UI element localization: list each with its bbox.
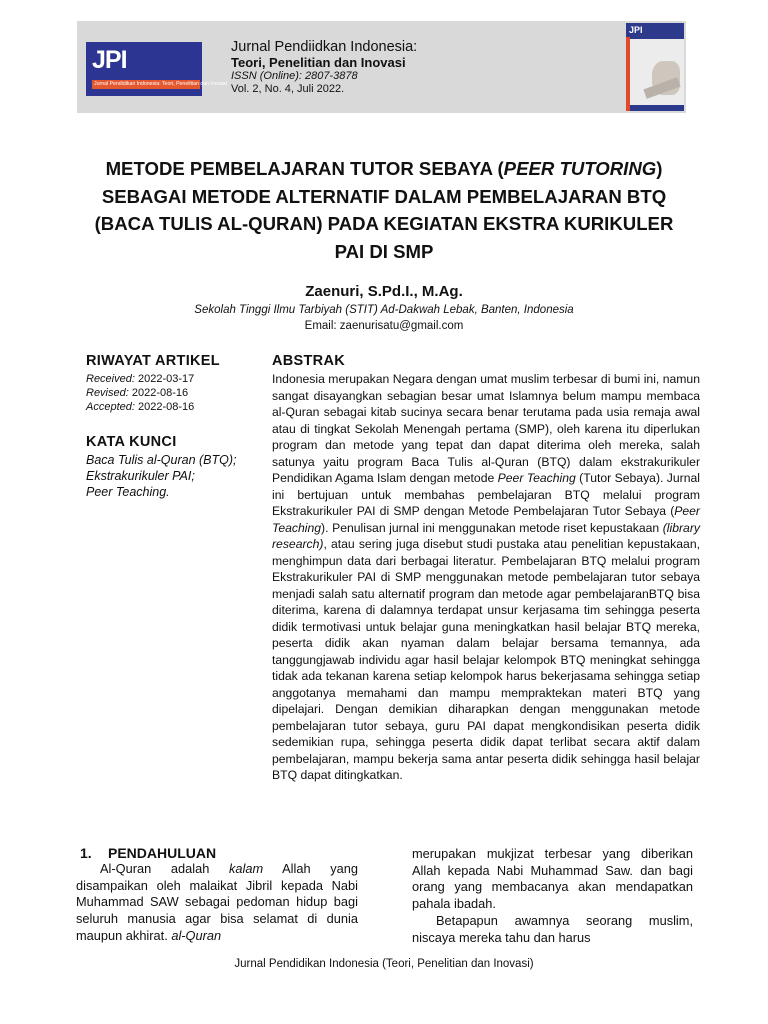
cover-footer-bar	[630, 105, 684, 111]
page-footer: Jurnal Pendidikan Indonesia (Teori, Penelitian dan Inovasi)	[234, 958, 534, 970]
logo-subtext: Jurnal Pendidikan Indonesia: Teori, Penelitian dan Inovasi	[94, 81, 227, 87]
journal-header	[77, 21, 686, 113]
intro-text: Al-Quran adalah	[100, 861, 229, 876]
journal-title: Jurnal Pendiidkan Indonesia:	[231, 39, 418, 55]
abstract-heading: ABSTRAK	[272, 353, 345, 369]
cover-stripe	[626, 37, 630, 111]
accepted-row	[86, 400, 256, 414]
history-heading: RIWAYAT ARTIKEL	[86, 353, 220, 369]
keywords-heading: KATA KUNCI	[86, 434, 177, 450]
abstract-section	[272, 353, 700, 784]
article-title	[80, 155, 688, 265]
journal-volume: Vol. 2, No. 4, Juli 2022.	[231, 83, 345, 95]
intro-text-italic: kalam	[229, 861, 264, 876]
journal-logo	[86, 42, 227, 96]
intro-left-column	[76, 845, 358, 945]
abstract-seg: (Tutor Sebaya). Jurnal ini bertujuan untuk membahas pembelajaran BTQ melalui program Ekstrakurikuler PAI di SMP dengan Metode Pembelajaran Tutor Sebaya (	[272, 471, 700, 518]
intro-paragraph: merupakan mukjizat terbesar yang diberikan Allah kepada Nabi Muhammad Saw. dan bagi orang yang membacanya akan mendapatkan pahala ibadah.	[412, 846, 693, 912]
intro-paragraph	[76, 861, 358, 945]
keyword-item: Ekstrakurikuler PAI;	[86, 469, 195, 483]
accepted-date: 2022-08-16	[134, 401, 195, 413]
logo-mark	[92, 46, 127, 75]
abstract-seg-italic: Peer Teaching	[272, 504, 700, 535]
author-email: Email: zaenurisatu@gmail.com	[304, 320, 464, 332]
abstract-seg: ). Penulisan jurnal ini menggunakan metode riset kepustakaan	[321, 520, 663, 535]
journal-subtitle: Teori, Penelitian dan Inovasi	[231, 55, 406, 70]
intro-text: Allah yang disampaikan oleh malaikat Jibril kepada Nabi Muhammad SAW sebagai pedoman hidup bagi seluruh manusia agar bisa selamat di dunia maupun akhirat.	[76, 861, 358, 943]
intro-paragraph: Betapapun awamnya seorang muslim, niscaya mereka tahu dan harus	[412, 912, 693, 945]
abstract-seg: Indonesia merupakan Negara dengan umat muslim terbesar di bumi ini, namun sangat disayangkan sebagian besar umat Islamnya belum mampu membaca al-Quran sebagai kitab sucinya secara benar terutama pada usia remaja awal atau di tingkat Sekolah Menengah pertama (SMP), oleh karena itu diperlukan program dan metode yang tepat dan dapat diterima oleh mereka, salah satunya yaitu program Baca Tulis al-Quran (BTQ) dalam ekstrakurikuler Pendidikan Agama Islam dengan metode	[272, 372, 700, 485]
journal-issn: ISSN (Online): 2807-3878	[231, 70, 358, 82]
revised-label: Revised:	[86, 387, 129, 399]
cover-body	[630, 39, 684, 105]
logo-text: JPI	[92, 46, 127, 74]
abstract-seg: , atau sering juga disebut studi pustaka atau penelitian kepustakaan, menghimpun data dari berbagai literatur. Pembelajaran BTQ melalui program Ekstrakurikuler PAI di SMP menggunakan metode pembelajaran tutor sebaya menjadi salah satu alternatif program dan metode agar pembelajaranBTQ bisa diterima, karena di dalamnya terdapat unsur kerjasama tim sehingga peserta didik termotivasi untuk belajar guna meningkatkan hasil belajar BTQ mereka, peserta didik akan nyaman dalam belajar bersama temannya, ada tanggungjawab individu agar hasil belajar kelompok BTQ meningkat sehingga tidak ada tekanan karena setiap kelompok harus bekerjasama sehingga setiap anggotanya memahami dan mampu mempraktekan materi BTQ yang dipelajari. Dengan demikian diharapkan dengan menggunakan metode pembelajaran tutor sebaya, guru PAI dapat mengkondisikan peserta didik sedemikian rupa, sehingga peserta didik dapat terlibat secara aktif dalam pembelajaran, mampu bekerja sama antar peserta didik sehingga hasil belajar BTQ dapat ditingkatkan.	[272, 537, 700, 782]
section-title: PENDAHULUAN	[108, 845, 217, 861]
received-date: 2022-03-17	[134, 373, 195, 385]
title-part2: ) SEBAGAI METODE ALTERNATIF DALAM PEMBELAJARAN BTQ (BACA TULIS AL-QURAN) PADA KEGIATAN EKSTRA KURIKULER PAI DI SMP	[94, 158, 674, 262]
author-affiliation: Sekolah Tinggi Ilmu Tarbiyah (STIT) Ad-Dakwah Lebak, Banten, Indonesia	[194, 304, 574, 316]
abstract-seg-italic: Peer Teaching	[497, 471, 576, 485]
title-italic: PEER TUTORING	[503, 158, 657, 179]
history-dates	[86, 372, 256, 414]
journal-cover-image	[626, 23, 684, 111]
journal-info	[231, 40, 417, 96]
article-sidebar	[86, 353, 256, 500]
received-row	[86, 372, 256, 386]
received-label: Received:	[86, 373, 135, 385]
keyword-item: Baca Tulis al-Quran (BTQ);	[86, 453, 237, 467]
keywords-list	[86, 452, 256, 500]
author-name: Zaenuri, S.Pd.I., M.Ag.	[305, 283, 463, 300]
cover-label: JPI	[626, 23, 684, 39]
keyword-item: Peer Teaching.	[86, 485, 170, 499]
abstract-seg-italic: (library research)	[272, 520, 700, 551]
abstract-text	[272, 371, 700, 784]
intro-text-italic: al-Quran	[171, 927, 222, 943]
revised-row	[86, 386, 256, 400]
accepted-label: Accepted:	[86, 401, 135, 413]
intro-right-column	[412, 846, 693, 946]
title-part1: METODE PEMBELAJARAN TUTOR SEBAYA (	[105, 158, 504, 179]
section-number: 1.	[80, 845, 92, 861]
revised-date: 2022-08-16	[128, 387, 189, 399]
section-heading	[76, 845, 358, 861]
